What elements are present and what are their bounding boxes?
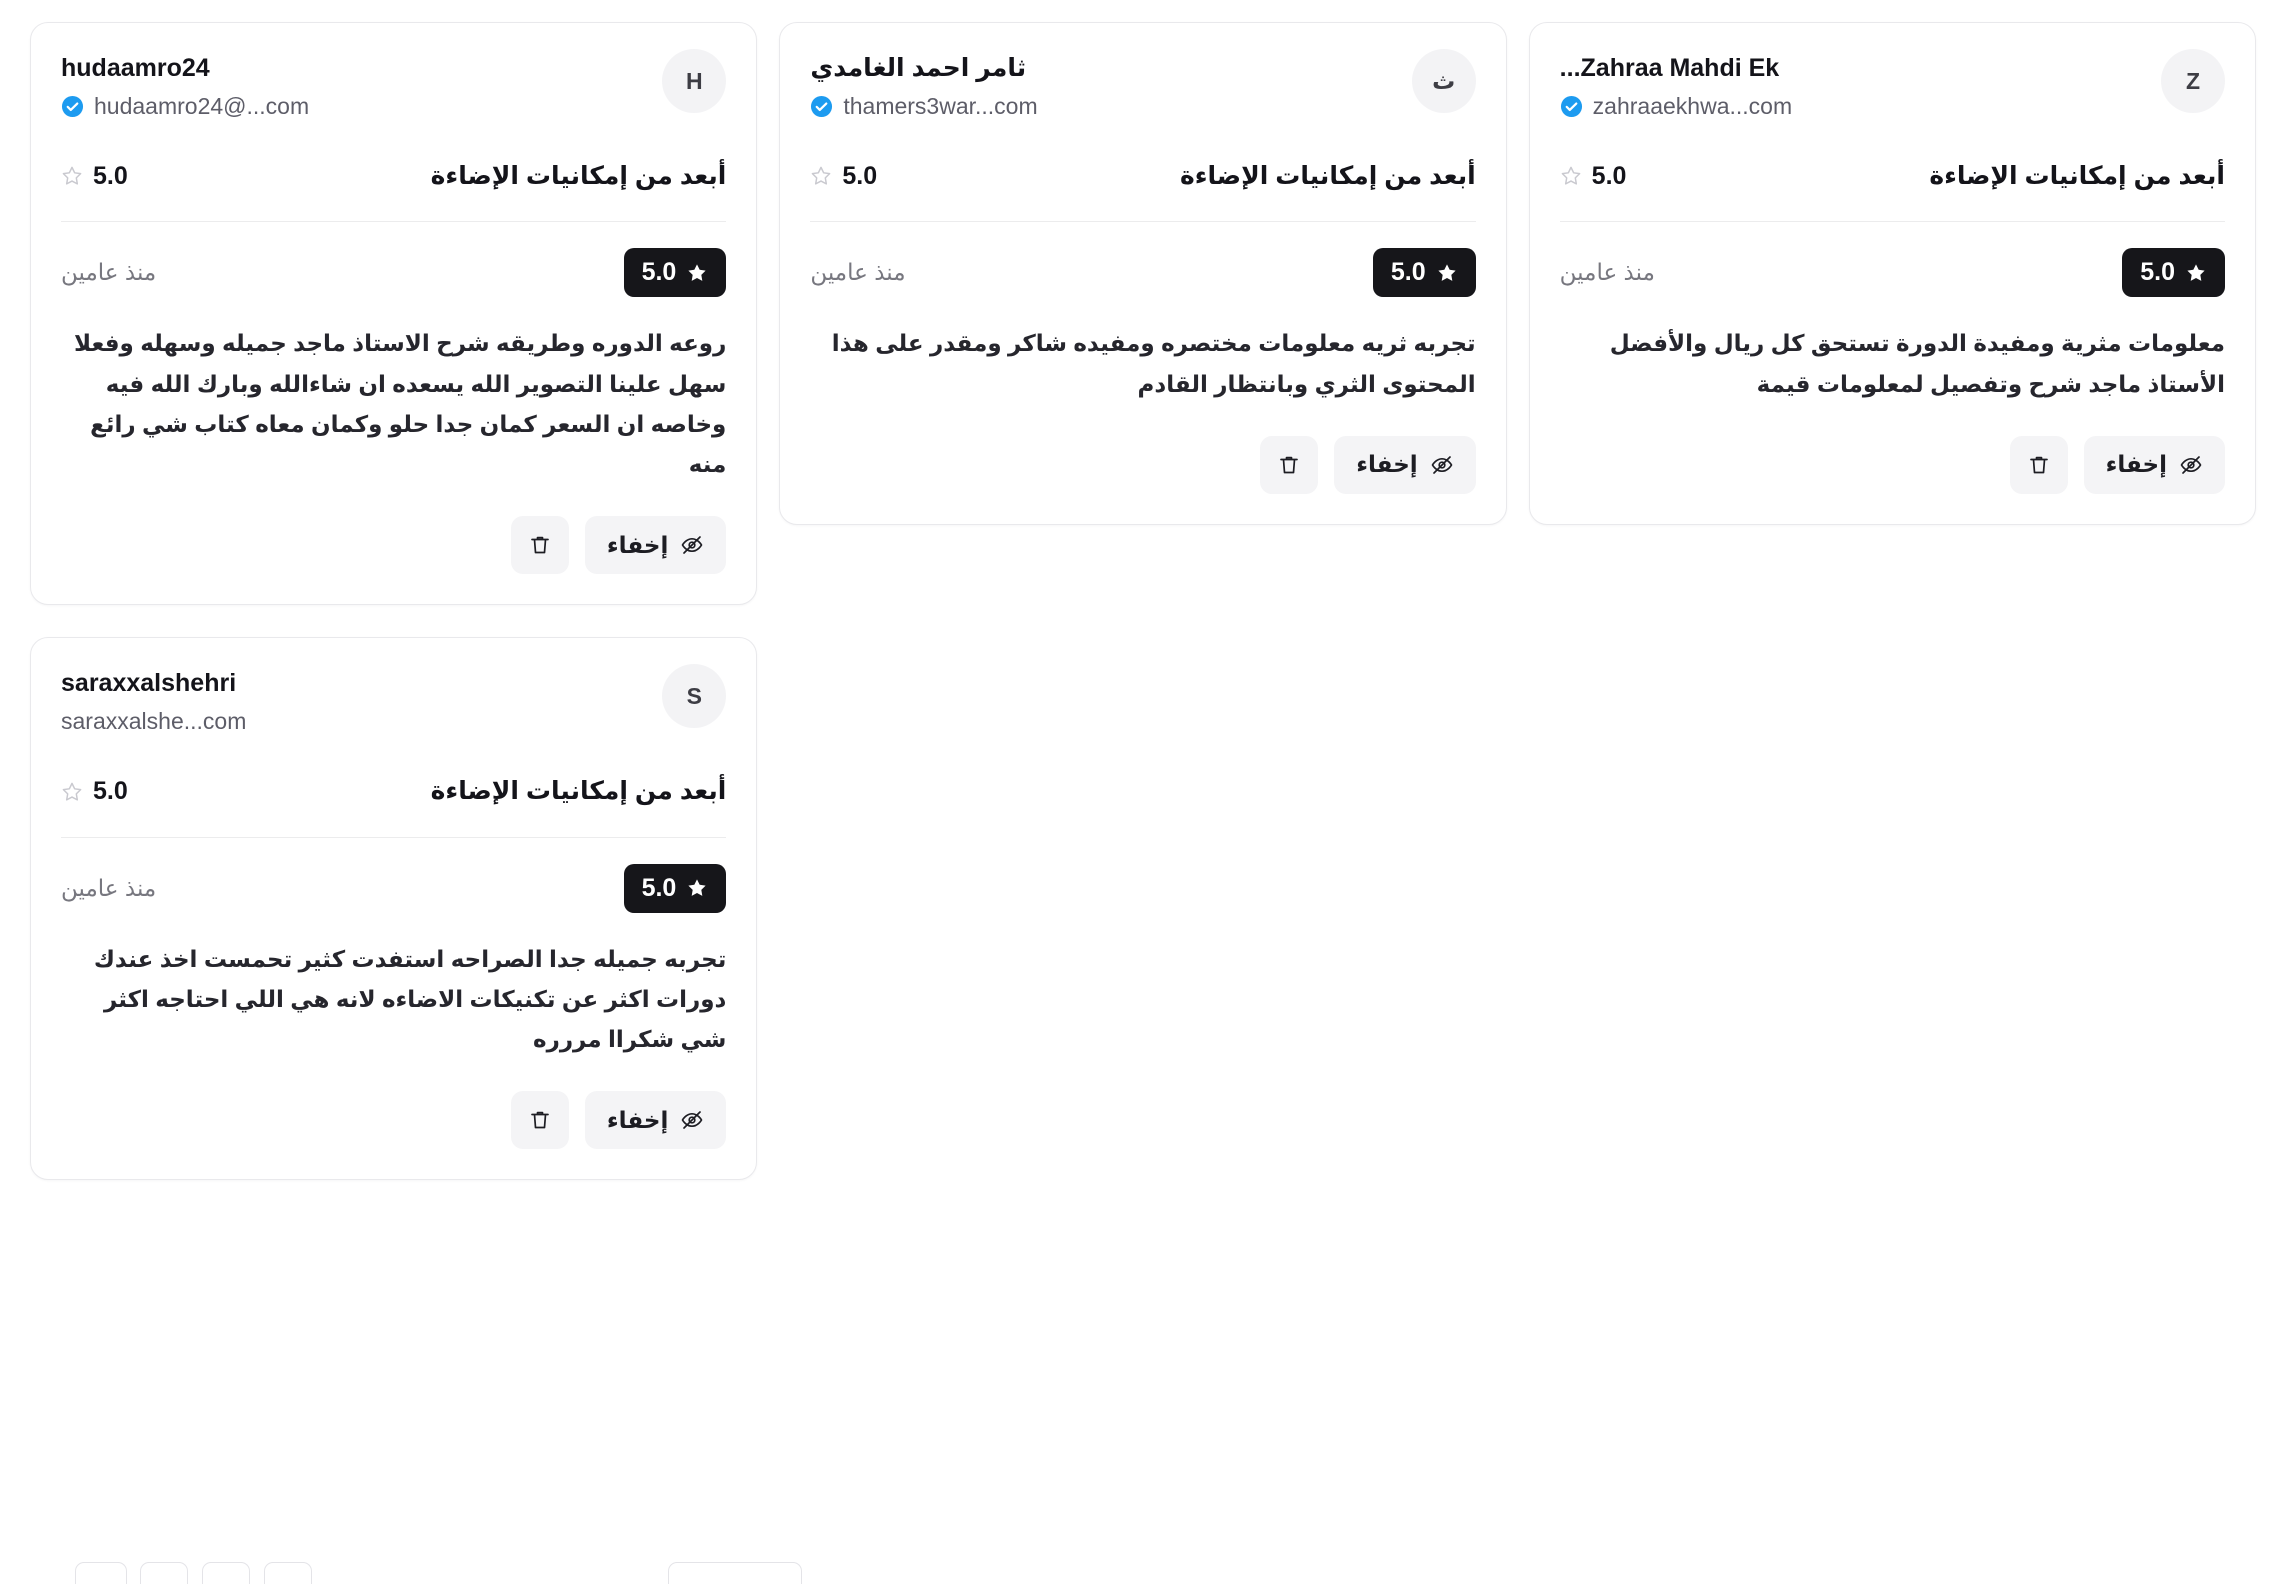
review-card <box>30 637 757 1180</box>
course-title: أبعد من إمكانيات الإضاءة <box>1180 161 1476 190</box>
reviews-column-2 <box>779 22 1506 525</box>
hide-button-label: إخفاء <box>1356 451 1418 478</box>
hide-button[interactable] <box>585 1091 726 1149</box>
reviewer-email-row <box>810 93 1393 120</box>
divider <box>61 221 726 222</box>
reviewer-email: hudaamro24@...com <box>94 92 310 119</box>
course-score <box>61 777 128 806</box>
review-time: منذ عامين <box>1559 259 1655 286</box>
review-meta-row <box>810 248 1475 297</box>
review-actions <box>61 1091 726 1149</box>
avatar: Z <box>2161 49 2225 113</box>
course-row <box>1560 160 2225 194</box>
trash-icon <box>528 533 552 557</box>
review-meta-row <box>1560 248 2225 297</box>
reviews-columns <box>30 22 2256 1180</box>
eye-off-icon <box>1430 453 1454 477</box>
pager-chip[interactable] <box>202 1562 250 1584</box>
delete-button[interactable] <box>511 1091 569 1149</box>
rating-badge <box>624 248 727 297</box>
course-score-value: 5.0 <box>1591 161 1627 190</box>
rating-value: 5.0 <box>641 873 677 902</box>
reviewer-email-row <box>61 93 644 120</box>
course-row <box>810 160 1475 194</box>
rating-badge <box>1373 248 1476 297</box>
course-row <box>61 775 726 809</box>
course-score-value: 5.0 <box>93 161 128 190</box>
trash-icon <box>528 1108 552 1132</box>
avatar: S <box>662 664 726 728</box>
hide-button-label: إخفاء <box>2105 451 2167 478</box>
course-score-value: 5.0 <box>93 777 128 806</box>
delete-button[interactable] <box>511 516 569 574</box>
star-filled-icon <box>686 877 708 899</box>
review-time: منذ عامين <box>61 259 157 286</box>
delete-button[interactable] <box>1260 436 1318 494</box>
reviewer-email-row <box>61 708 644 735</box>
review-body: روعه الدوره وطريقه شرح الاستاذ ماجد جميله وسهله وفعلا سهل علينا التصوير الله يسعده ان شاءالله وبارك الله فيه وخاصه ان السعر كمان جدا حلو وكمان معاه كتاب شي رائع منه <box>74 330 727 477</box>
star-icon <box>61 781 83 803</box>
pager-chip[interactable] <box>264 1562 312 1584</box>
reviewer-email: saraxxalshe...com <box>61 707 247 734</box>
review-actions <box>61 516 726 574</box>
review-time: منذ عامين <box>810 259 906 286</box>
reviews-column-3 <box>30 22 757 1180</box>
rating-badge <box>2122 248 2225 297</box>
hide-button-label: إخفاء <box>606 531 669 558</box>
reviewer-name: Zahraa Mahdi Ek... <box>1559 54 1780 82</box>
review-body: معلومات مثرية ومفيدة الدورة تستحق كل ريال والأفضل الأستاذ ماجد شرح وتفصيل لمعلومات قيمة <box>1609 330 2225 397</box>
course-row <box>61 160 726 194</box>
star-filled-icon <box>686 262 708 284</box>
divider <box>810 221 1475 222</box>
review-card <box>779 22 1506 525</box>
course-title: أبعد من إمكانيات الإضاءة <box>430 776 727 805</box>
pager-chip[interactable] <box>75 1562 127 1584</box>
trash-icon <box>1277 453 1301 477</box>
trash-icon <box>2027 453 2051 477</box>
course-title: أبعد من إمكانيات الإضاءة <box>1929 161 2225 190</box>
reviewer-name: ثامر احمد الغامدي <box>810 54 1027 82</box>
course-score <box>61 162 128 191</box>
reviewer-email: thamers3war...com <box>843 92 1038 119</box>
divider <box>1560 221 2225 222</box>
reviewer-info <box>1560 49 2143 120</box>
eye-off-icon <box>680 1108 704 1132</box>
pagination-strip <box>0 1558 2286 1584</box>
eye-off-icon <box>680 533 704 557</box>
star-filled-icon <box>1436 262 1458 284</box>
star-icon <box>1560 165 1582 187</box>
avatar: H <box>662 49 726 113</box>
review-header <box>1560 49 2225 120</box>
course-score-value: 5.0 <box>842 161 878 190</box>
hide-button[interactable] <box>1334 436 1475 494</box>
hide-button[interactable] <box>2084 436 2225 494</box>
verified-badge-icon <box>1560 95 1583 118</box>
pager-chip[interactable] <box>140 1562 188 1584</box>
verified-badge-icon <box>810 95 833 118</box>
reviews-column-1 <box>1529 22 2256 525</box>
review-time: منذ عامين <box>61 874 157 901</box>
eye-off-icon <box>2179 453 2203 477</box>
course-score <box>810 162 877 191</box>
pager-chip[interactable] <box>668 1562 802 1584</box>
review-header <box>61 664 726 735</box>
reviewer-name: saraxxalshehri <box>61 669 237 698</box>
course-score <box>1560 162 1627 191</box>
delete-button[interactable] <box>2010 436 2068 494</box>
review-header <box>61 49 726 120</box>
star-filled-icon <box>2185 262 2207 284</box>
review-actions <box>810 436 1475 494</box>
review-actions <box>1560 436 2225 494</box>
reviewer-info <box>61 664 644 735</box>
reviewer-name: hudaamro24 <box>61 54 210 82</box>
rating-value: 5.0 <box>641 258 677 287</box>
review-header <box>810 49 1475 120</box>
hide-button[interactable] <box>585 516 726 574</box>
reviewer-info <box>810 49 1393 120</box>
course-title: أبعد من إمكانيات الإضاءة <box>430 161 727 190</box>
star-icon <box>810 165 832 187</box>
reviewer-email: zahraaekhwa...com <box>1592 92 1793 119</box>
reviewer-email-row <box>1560 93 2143 120</box>
rating-value: 5.0 <box>2140 258 2175 287</box>
review-body: تجربه جميله جدا الصراحه استفدت كثير تحمست اخذ عندك دورات اكثر عن تكنيكات الاضاءه لانه هي اللي احتاجه اكثر شي شكراا مررره <box>93 945 727 1052</box>
review-card <box>30 22 757 605</box>
review-meta-row <box>61 864 726 913</box>
rating-value: 5.0 <box>1390 258 1426 287</box>
reviewer-info <box>61 49 644 120</box>
avatar: ث <box>1412 49 1476 113</box>
review-meta-row <box>61 248 726 297</box>
star-icon <box>61 165 83 187</box>
verified-badge-icon <box>61 95 84 118</box>
review-body: تجربه ثريه معلومات مختصره ومفيده شاكر ومقدر على هذا المحتوى الثري وبانتظار القادم <box>831 330 1476 397</box>
hide-button-label: إخفاء <box>606 1106 669 1133</box>
review-card <box>1529 22 2256 525</box>
divider <box>61 837 726 838</box>
rating-badge <box>624 864 727 913</box>
